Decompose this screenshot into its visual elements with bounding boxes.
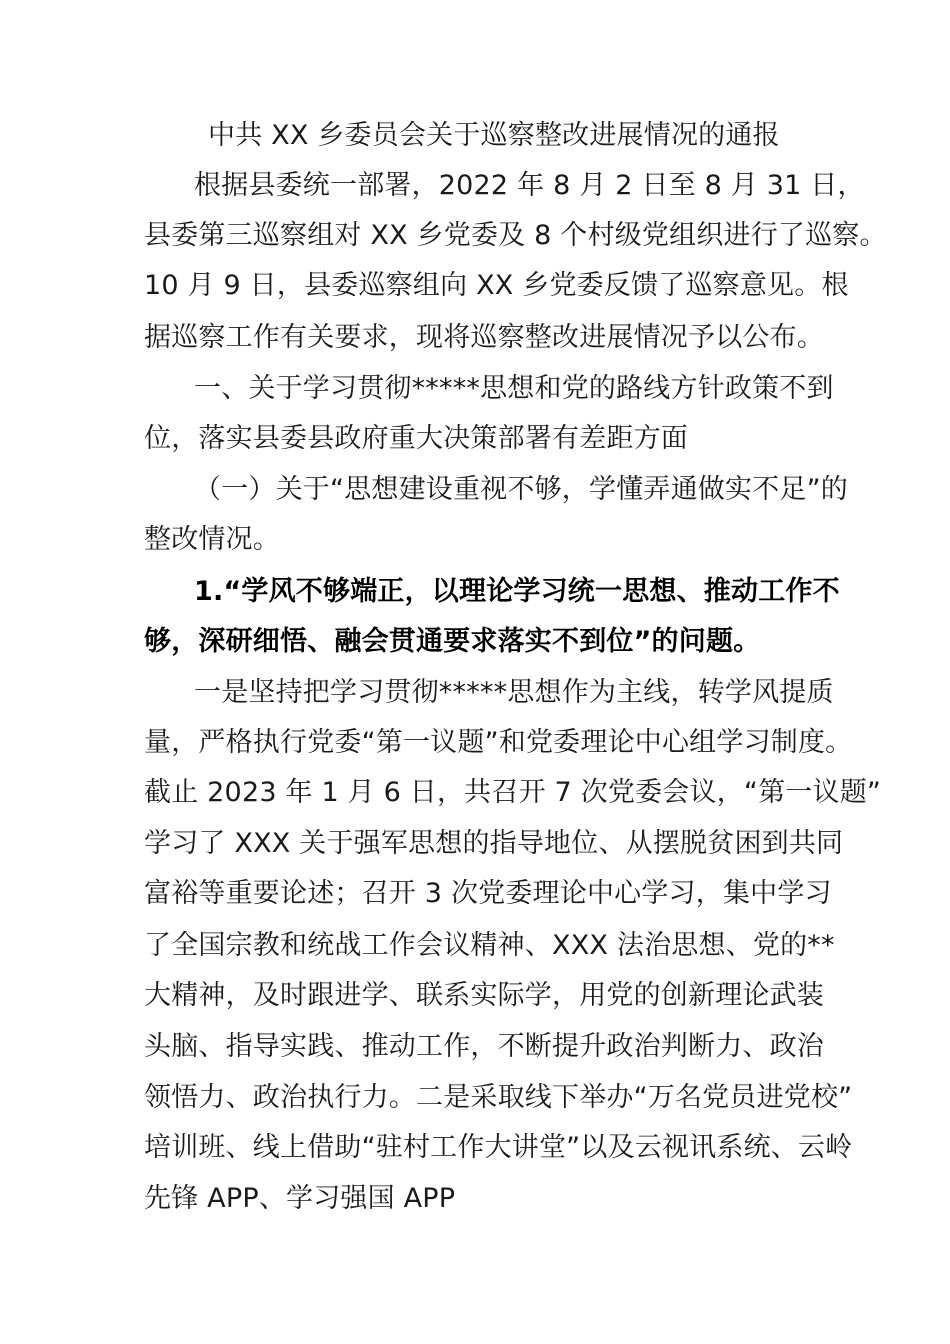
paragraph-line: 根据县委统一部署，2022 年 8 月 2 日至 8 月 31 日，: [194, 170, 865, 201]
paragraph-line: 先锋 APP、学习强国 APP: [144, 1183, 456, 1214]
paragraph-line: 了全国宗教和统战工作会议精神、XXX 法治思想、党的**: [144, 930, 835, 961]
paragraph-line: 据巡察工作有关要求，现将巡察整改进展情况予以公布。: [144, 322, 824, 353]
paragraph-line: 一是坚持把学习贯彻*****思想作为主线，转学风提质: [194, 677, 834, 708]
issue-heading-line: 1.“学风不够端正，以理论学习统一思想、推动工作不: [194, 576, 840, 607]
paragraph-line: 富裕等重要论述；召开 3 次党委理论中心学习，集中学习: [144, 878, 832, 909]
paragraph-line: 学习了 XXX 关于强军思想的指导地位、从摆脱贫困到共同: [144, 828, 844, 859]
document-title: 中共 XX 乡委员会关于巡察整改进展情况的通报: [208, 120, 780, 151]
section-heading-line: 位，落实县委县政府重大决策部署有差距方面: [144, 423, 688, 454]
paragraph-line: 头脑、指导实践、推动工作，不断提升政治判断力、政治: [144, 1031, 824, 1062]
paragraph-line: 县委第三巡察组对 XX 乡党委及 8 个村级党组织进行了巡察。: [144, 220, 887, 251]
subsection-heading-line: 整改情况。: [144, 524, 280, 555]
subsection-heading-line: （一）关于“思想建设重视不够，学懂弄通做实不足”的: [194, 474, 848, 505]
paragraph-line: 领悟力、政治执行力。二是采取线下举办“万名党员进党校”: [144, 1082, 853, 1113]
issue-heading-line: 够，深研细悟、融会贯通要求落实不到位”的问题。: [144, 626, 761, 657]
paragraph-line: 大精神，及时跟进学、联系实际学，用党的创新理论武装: [144, 980, 824, 1011]
paragraph-line: 量，严格执行党委“第一议题”和党委理论中心组学习制度。: [144, 727, 853, 758]
section-heading-line: 一、关于学习贯彻*****思想和党的路线方针政策不到: [194, 373, 834, 404]
paragraph-line: 培训班、线上借助“驻村工作大讲堂”以及云视讯系统、云岭: [144, 1132, 853, 1163]
paragraph-line: 截止 2023 年 1 月 6 日，共召开 7 次党委会议，“第一议题”: [144, 777, 882, 808]
paragraph-line: 10 月 9 日，县委巡察组向 XX 乡党委反馈了巡察意见。根: [144, 270, 849, 301]
